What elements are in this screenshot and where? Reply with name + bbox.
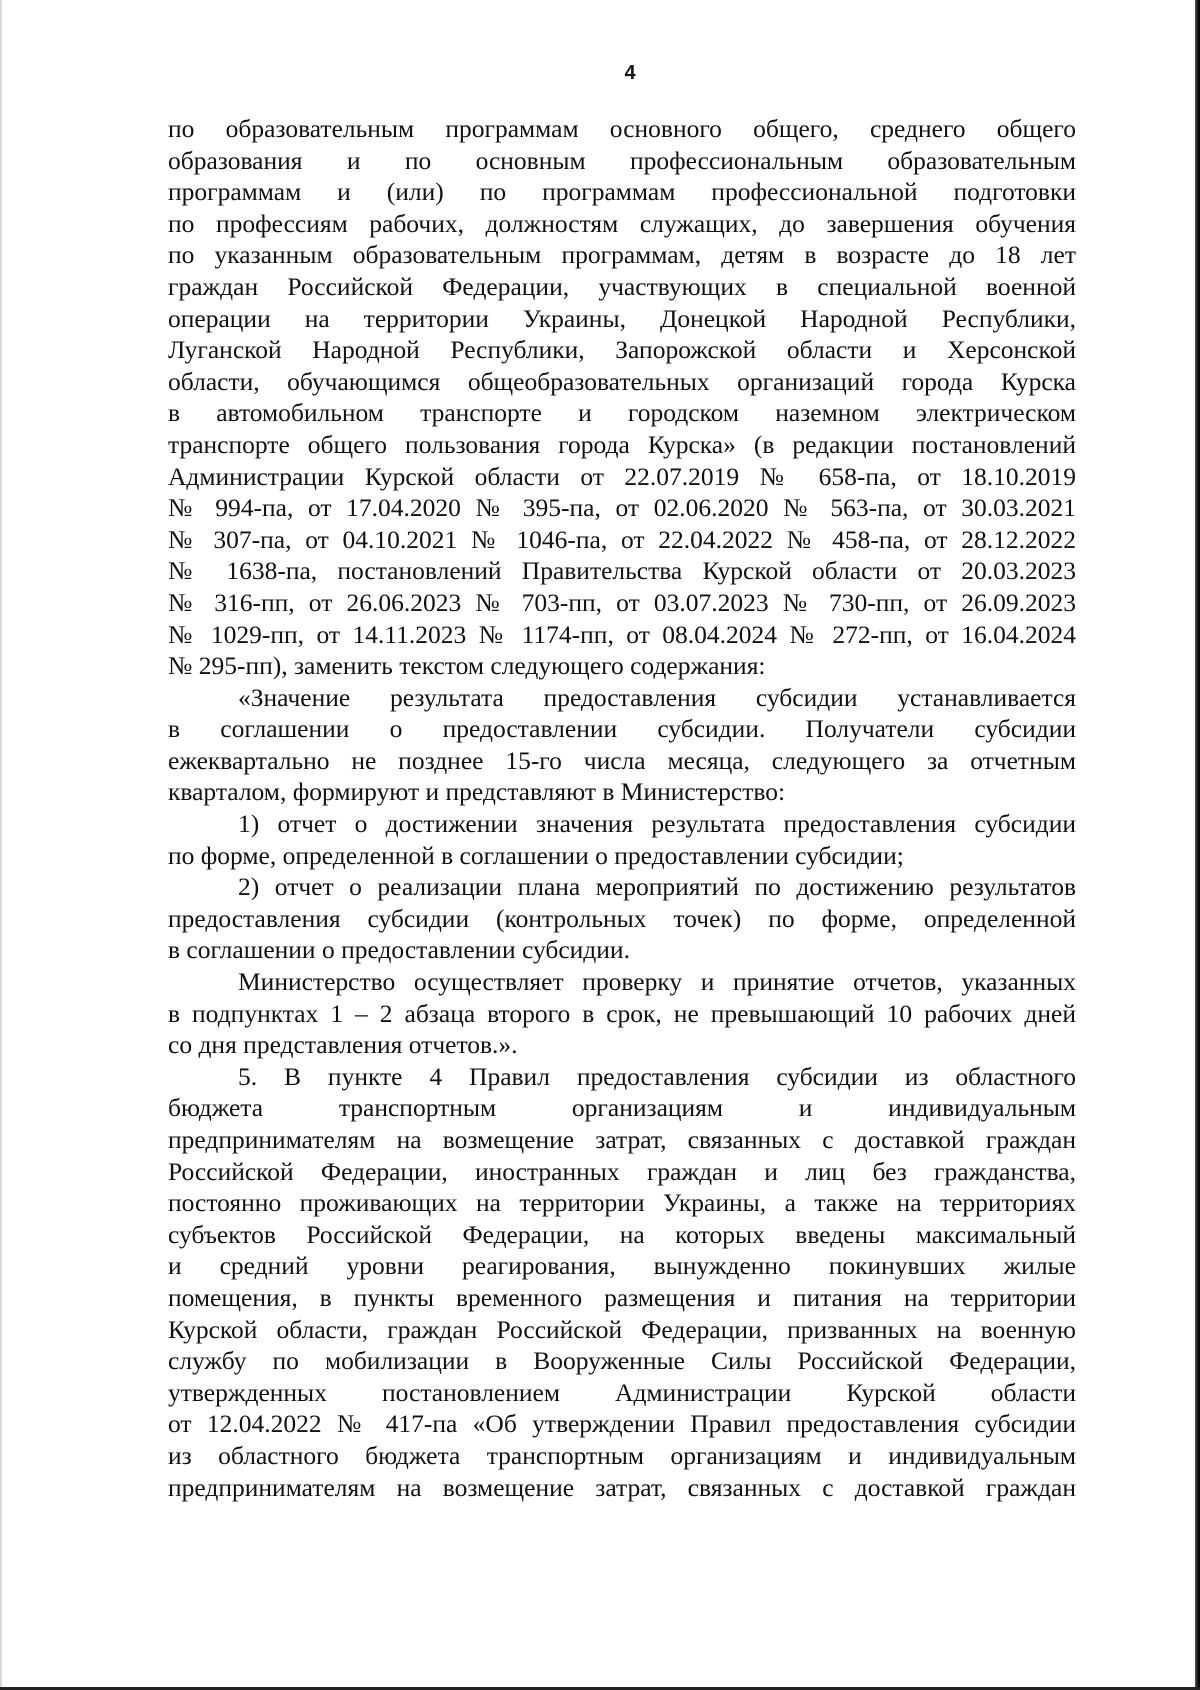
text-line: граждан Российской Федерации, участвующих в специальной военной xyxy=(168,271,1076,301)
text-line: программам и (или) по программам профессиональной подготовки xyxy=(168,177,1076,207)
text-line: 1) отчет о достижении значения результата предоставления субсидии xyxy=(238,809,1076,839)
text-line: из областного бюджета транспортным организациям и индивидуальным xyxy=(168,1440,1076,1470)
text-line: по профессиям рабочих, должностям служащих, до завершения обучения xyxy=(168,208,1076,238)
text-line: № 1638-па, постановлений Правительства Курской области от 20.03.2023 xyxy=(168,556,1076,586)
text-line: помещения, в пункты временного размещения и питания на территории xyxy=(168,1282,1076,1312)
text-line: Российской Федерации, иностранных граждан и лиц без гражданства, xyxy=(168,1156,1076,1186)
text-line: со дня представления отчетов.». xyxy=(168,1030,518,1060)
text-line: кварталом, формируют и представляют в Министерство: xyxy=(168,777,786,807)
text-line: по образовательным программам основного общего, среднего общего xyxy=(168,114,1076,143)
text-line: 5. В пункте 4 Правил предоставления субсидии из областного xyxy=(238,1061,1076,1091)
text-line: по указанным образовательным программам, детям в возрасте до 18 лет xyxy=(168,240,1076,270)
text-line: предпринимателям на возмещение затрат, связанных с доставкой граждан xyxy=(168,1125,1076,1154)
text-line: № 316-пп, от 26.06.2023 № 703-пп, от 03.07.2023 № 730-пп, от 26.09.2023 xyxy=(168,587,1076,617)
page-number: 4 xyxy=(624,62,636,84)
text-line: «Значение результата предоставления субсидии устанавливается xyxy=(238,682,1076,712)
text-line: утвержденных постановлением Администрации Курской области xyxy=(168,1377,1076,1407)
text-line: области, обучающимся общеобразовательных организаций города Курска xyxy=(168,366,1076,396)
text-line: ежеквартально не позднее 15-го числа месяца, следующего за отчетным xyxy=(168,745,1076,775)
scan-edge-left xyxy=(0,0,2,1690)
text-line: № 295-пп), заменить текстом следующего содержания: xyxy=(168,651,766,681)
text-line: по форме, определенной в соглашении о предоставлении субсидии; xyxy=(168,840,904,870)
document-body xyxy=(168,113,1076,1503)
text-line: субъектов Российской Федерации, на которых введены максимальный xyxy=(168,1219,1076,1249)
text-line: и средний уровни реагирования, вынужденно покинувших жилые xyxy=(168,1251,1076,1281)
text-line: операции на территории Украины, Донецкой Народной Республики, xyxy=(168,303,1076,333)
text-line: в соглашении о предоставлении субсидии. xyxy=(168,935,630,965)
text-line: № 1029-пп, от 14.11.2023 № 1174-пп, от 08.04.2024 № 272-пп, от 16.04.2024 xyxy=(168,619,1076,649)
text-line: в подпунктах 1 – 2 абзаца второго в срок, не превышающий 10 рабочих дней xyxy=(168,998,1076,1028)
text-line: образования и по основным профессиональным образовательным xyxy=(168,145,1076,175)
text-line: транспорте общего пользования города Курска» (в редакции постановлений xyxy=(168,429,1076,459)
text-line: Курской области, граждан Российской Федерации, призванных на военную xyxy=(168,1314,1076,1344)
text-line: в автомобильном транспорте и городском наземном электрическом xyxy=(168,398,1076,428)
text-line: Администрации Курской области от 22.07.2019 № 658-па, от 18.10.2019 xyxy=(168,461,1076,491)
text-line: Луганской Народной Республики, Запорожской области и Херсонской xyxy=(168,335,1076,365)
text-line: в соглашении о предоставлении субсидии. Получатели субсидии xyxy=(168,714,1076,744)
text-line: 2) отчет о реализации плана мероприятий по достижению результатов xyxy=(238,872,1076,902)
scan-edge-right xyxy=(1195,0,1200,1690)
text-line: предоставления субсидии (контрольных точек) по форме, определенной xyxy=(168,903,1076,933)
text-line: предпринимателям на возмещение затрат, связанных с доставкой граждан xyxy=(168,1472,1076,1502)
text-line: от 12.04.2022 № 417-па «Об утверждении Правил предоставления субсидии xyxy=(168,1409,1076,1439)
text-line: № 307-па, от 04.10.2021 № 1046-па, от 22.04.2022 № 458-па, от 28.12.2022 xyxy=(168,524,1076,554)
text-line: № 994-па, от 17.04.2020 № 395-па, от 02.06.2020 № 563-па, от 30.03.2021 xyxy=(168,493,1076,523)
text-line: службу по мобилизации в Вооруженные Силы Российской Федерации, xyxy=(168,1346,1076,1376)
text-line: постоянно проживающих на территории Украины, а также на территориях xyxy=(168,1188,1076,1218)
text-line: Министерство осуществляет проверку и принятие отчетов, указанных xyxy=(238,967,1076,997)
text-line: бюджета транспортным организациям и индивидуальным xyxy=(168,1093,1076,1123)
